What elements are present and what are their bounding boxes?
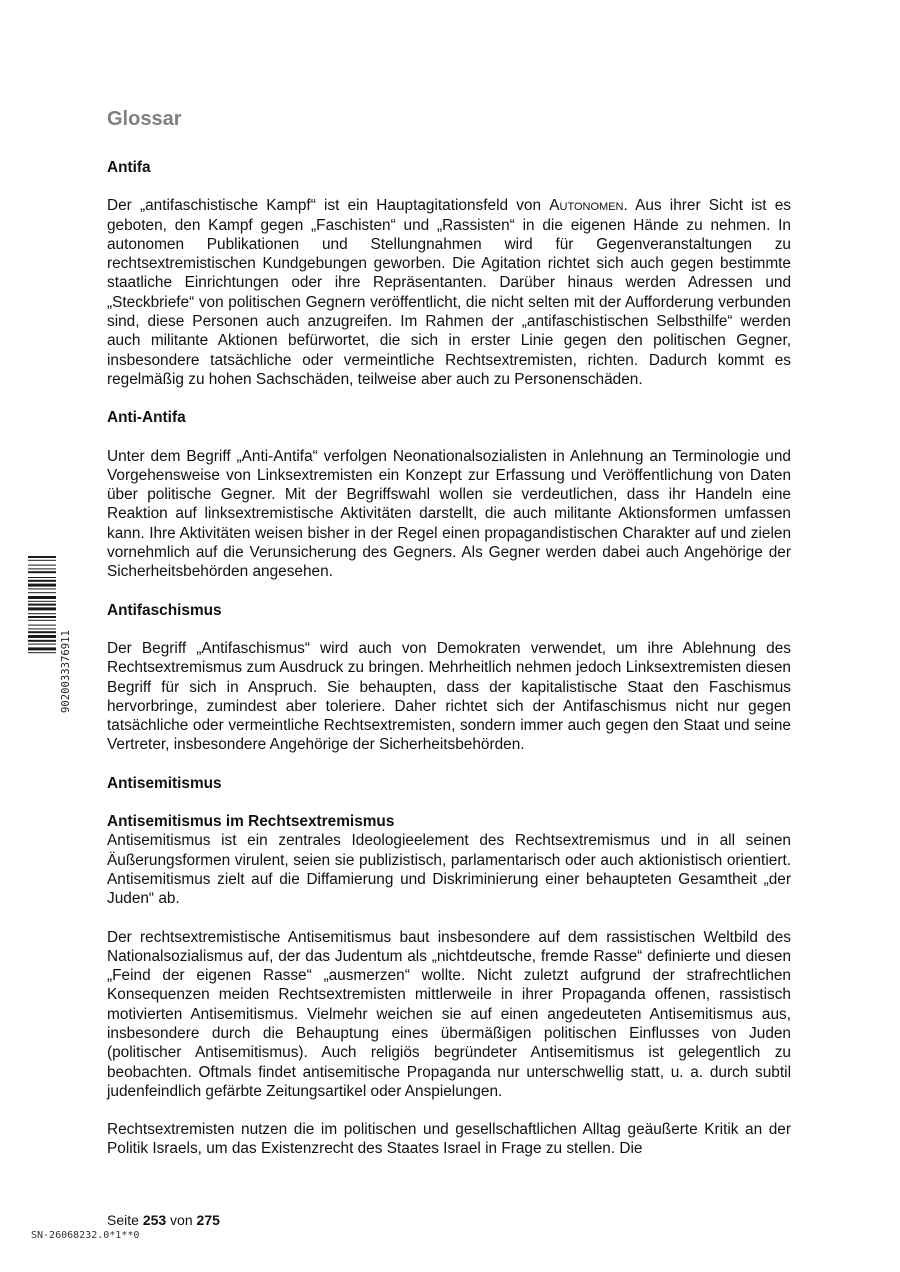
barcode-bar <box>28 568 56 569</box>
barcode-bar <box>28 601 56 602</box>
term-anti-antifa: Anti-Antifa <box>107 409 186 427</box>
barcode-bar <box>28 640 56 642</box>
page-content <box>107 107 791 1178</box>
term-antisemitismus: Antisemitismus <box>107 774 222 792</box>
barcode-bar <box>28 652 56 653</box>
barcode-bar <box>28 628 56 629</box>
barcode-bar <box>28 588 56 589</box>
antisemitismus-paragraph-2: Der rechtsextremistische Antisemitismus baut insbesondere auf dem rassistischen Weltbild des Nationalsozialismus auf, der das Judentum als „nichtdeutsche, fremde Rasse“ definierte und diesen „Feind der eigenen Rasse“ „ausmerzen“ wollte. Nicht zuletzt aufgrund der strafrechtlichen Konsequenzen meiden Rechtsextremisten mittlerweile in ihrer Propaganda offenen, rassistisch motivierten Antisemitismus. Vielmehr weichen sie auf einen angedeuteten Antisemitismus aus, insbesondere durch die Behauptung eines übermäßigen politischen Einflusses von Juden (politischer Antisemitismus). Auch religiös begründeter Antisemitismus ist gelegentlich zu beobachten. Oftmals findet antisemitische Propaganda nur unterschwellig statt, u. a. durch subtil judenfeindlich gefärbte Zeitungsartikel oder Anspielungen. <box>107 928 791 1100</box>
page-label: Seite <box>107 1212 143 1228</box>
barcode-bar <box>28 580 56 582</box>
barcode-bar <box>28 565 56 566</box>
barcode-digits: 9020033376911 <box>60 630 72 713</box>
barcode-bar <box>28 635 56 638</box>
barcode-bar <box>28 631 56 633</box>
term-antifa: Antifa <box>107 159 151 176</box>
barcode <box>28 556 70 714</box>
barcode-bar <box>28 592 56 593</box>
anti-antifa-paragraph: Unter dem Begriff „Anti-Antifa“ verfolgen Neonationalsozialisten in Anlehnung an Terminologie und Vorgehensweise von Linksextremisten ein Konzept zur Erfassung und Veröffentlichung von Daten über politische Gegner. Mit der Begriffswahl wollen sie verdeutlichen, dass ihr Handeln eine Reaktion auf linksextremistische Aktivitäten darstellt, die auch militante Aktionsformen umfassen kann. Ihre Aktivitäten weisen bisher in der Regel einen propagandistischen Charakter auf und zielen vornehmlich auf die Verunsicherung des Gegners. Als Gegner werden dabei auch Angehörige der Sicherheitsbehörden angesehen. <box>107 447 791 581</box>
barcode-bar <box>28 556 56 558</box>
autonomen-term: Autonomen <box>549 197 624 215</box>
total-pages-number: 275 <box>196 1212 220 1228</box>
barcode-bar <box>28 647 56 650</box>
antifa-text-start: Der „antifaschistische Kampf“ ist ein Hauptagitationsfeld von <box>107 197 550 215</box>
page-title: Glossar <box>107 108 182 130</box>
page-footer <box>107 1211 220 1229</box>
barcode-bar <box>28 596 56 599</box>
barcode-bar <box>28 625 56 626</box>
antifa-paragraph <box>107 196 791 389</box>
page-of-label: von <box>166 1212 197 1228</box>
barcode-bar <box>28 577 56 578</box>
document-serial-code: SN-26068232.0*1**0 <box>31 1230 140 1241</box>
barcode-bar <box>28 584 56 587</box>
antifaschismus-paragraph: Der Begriff „Antifaschismus“ wird auch von Demokraten verwendet, um ihre Ablehnung des Rechtsextremismus zum Ausdruck zu bringen. Mehrheitlich nehmen jedoch Linksextremisten diesen Begriff für sich in Anspruch. Sie behaupten, dass der kapitalistische Staat den Faschismus hervorbringe, zumindest aber toleriere. Daher richtet sich der Antifaschismus nicht nur gegen tatsächliche oder vermeintliche Rechtsextremisten, sondern immer auch gegen den Staat und seine Vertreter, insbesondere Angehörige der Sicherheitsbehörden. <box>107 639 791 754</box>
antisemitismus-paragraph-3: Rechtsextremisten nutzen die im politischen und gesellschaftlichen Alltag geäußerte Kritik an der Politik Israels, um das Existenzrecht des Staates Israel in Frage zu stellen. Die <box>107 1121 791 1158</box>
barcode-bar <box>28 604 56 606</box>
barcode-bar <box>28 607 56 610</box>
barcode-bar <box>28 571 56 573</box>
antifa-text-end: . Aus ihrer Sicht ist es geboten, den Kampf gegen „Faschisten“ und „Rassisten“ in die eigenen Hände zu nehmen. In autonomen Publikationen und Stellungnahmen wird für Gegenveranstaltungen zu rechtsextremistischen Kundgebungen geworben. Die Agitation richtet sich auch gegen bestimmte staatliche Einrichtungen oder ihre Repräsentanten. Darüber hinaus werden Adressen und „Steckbriefe“ von politischen Gegnern veröffentlicht, die nicht selten mit der Aufforderung verbunden sind, diese Personen auch anzugreifen. Im Rahmen der „antifaschistischen Selbsthilfe“ werden auch militante Aktionen befürwortet, die sich in erster Linie gegen den politischen Gegner, insbesondere tatsächliche oder vermeintliche Rechtsextremisten, richten. Dadurch kommt es regelmäßig zu hohen Sachschäden, teilweise aber auch zu Personenschäden. <box>107 197 791 388</box>
barcode-bar <box>28 613 56 614</box>
term-antifaschismus: Antifaschismus <box>107 601 222 619</box>
barcode-bar <box>28 560 56 561</box>
antisemitismus-paragraph-1: Antisemitismus ist ein zentrales Ideologieelement des Rechtsextremismus und in all seinen Äußerungsformen virulent, seien sie publizistisch, parlamentarisch oder auch aktionistisch orientiert. Antisemitismus zielt auf die Diffamierung und Diskriminierung einer behaupteten Gesamtheit „der Juden“ ab. <box>107 832 791 908</box>
barcode-bar <box>28 620 56 621</box>
barcode-bar <box>28 616 56 618</box>
subterm-antisemitismus-rechtsextremismus: Antisemitismus im Rechtsextremismus <box>107 813 395 831</box>
barcode-bars <box>28 556 56 653</box>
current-page-number: 253 <box>142 1212 167 1228</box>
barcode-bar <box>28 644 56 645</box>
barcode-graphic <box>28 556 70 714</box>
